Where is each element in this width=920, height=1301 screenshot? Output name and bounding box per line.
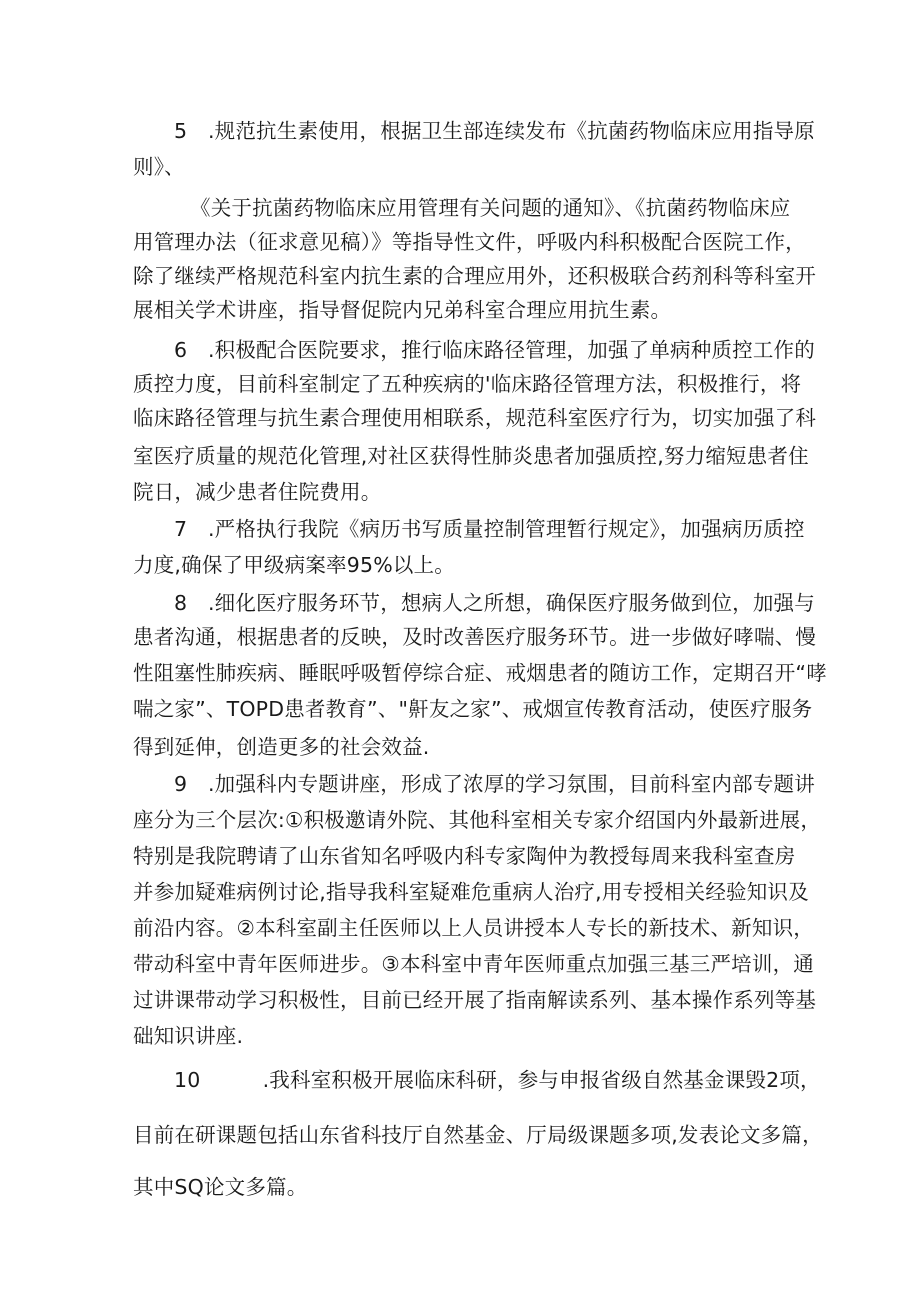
paragraph-5b-line-4: 展相关学术讲座，指导督促院内兄弟科室合理应用抗生素。 — [133, 298, 672, 322]
paragraph-6-line-2: 质控力度，目前科室制定了五种疾病的'临床路径管理方法，积极推行，将 — [133, 372, 802, 396]
paragraph-8-line-3: 性阻塞性肺疾病、睡眠呼吸暂停综合症、戒烟患者的随访工作，定期召开“哮 — [133, 661, 827, 685]
paragraph-8-line-4: 喘之家”、TOPD患者教育”、"鼾友之家”、戒烟宣传教育活动，使医疗服务 — [133, 697, 813, 721]
paragraph-6-line-4: 室医疗质量的规范化管理,对社区获得性肺炎患者加强质控,努力缩短患者住 — [133, 444, 809, 468]
paragraph-9-line-8: 础知识讲座. — [133, 1024, 244, 1048]
paragraph-6-line-3: 临床路径管理与抗生素合理使用相联系，规范科室医疗行为，切实加强了科 — [133, 406, 817, 430]
paragraph-10-line-1: 10 .我科室积极开展临床科研，参与申报省级自然基金课毁2项， — [174, 1068, 821, 1092]
paragraph-9-line-1: 9 .加强科内专题讲座，形成了浓厚的学习氛围，目前科室内部专题讲 — [174, 772, 815, 796]
paragraph-8-line-2: 患者沟通，根据患者的反映，及时改善医疗服务环节。进一步做好哮喘、慢 — [133, 625, 817, 649]
paragraph-5b-line-3: 除了继续严格规范科室内抗生素的合理应用外，还积极联合药剂科等科室开 — [133, 264, 817, 288]
paragraph-10-line-3: 其中SQ论文多篇。 — [133, 1175, 308, 1199]
paragraph-7-line-2: 力度,确保了甲级病案率95%以上。 — [133, 553, 455, 577]
paragraph-8-line-1: 8 .细化医疗服务环节，想病人之所想，确保医疗服务做到位，加强与 — [174, 591, 815, 615]
paragraph-9-line-2: 座分为三个层次:①积极邀请外院、其他科室相关专家介绍国内外最新进展， — [133, 808, 822, 832]
paragraph-7-line-1: 7 .严格执行我院《病历书写质量控制管理暂行规定》，加强病历质控 — [174, 517, 805, 541]
paragraph-10-line-2: 目前在研课题包括山东省科技厅自然基金、厅局级课题多项,发表论文多篇， — [133, 1123, 823, 1147]
paragraph-6-line-5: 院日，减少患者住院费用。 — [133, 480, 382, 504]
paragraph-9-line-3: 特别是我院聘请了山东省知名呼吸内科专家陶仲为教授每周来我科室查房 — [133, 844, 796, 868]
paragraph-5-line-2: 则》、 — [133, 155, 185, 179]
paragraph-8-line-5: 得到延伸，创造更多的社会效益. — [133, 735, 430, 759]
paragraph-5b-line-2: 用管理办法（征求意见稿）》等指导性文件，呼吸内科积极配合医院工作， — [133, 230, 806, 254]
paragraph-6-line-1: 6 .积极配合医院要求，推行临床路径管理，加强了单病种质控工作的 — [174, 338, 815, 362]
paragraph-9-line-6: 带动科室中青年医师进步。③本科室中青年医师重点加强三基三严培训，通 — [133, 952, 814, 976]
paragraph-5b-line-1: 《关于抗菌药物临床应用管理有关问题的通知》、《抗菌药物临床应 — [190, 196, 791, 220]
paragraph-9-line-7: 过讲课带动学习积极性，目前已经开展了指南解读系列、基本操作系列等基 — [133, 988, 817, 1012]
paragraph-5-line-1: 5 .规范抗生素使用，根据卫生部连续发布《抗菌药物临床应用指导原 — [174, 119, 815, 143]
paragraph-9-line-5: 前沿内容。②本科室副主任医师以上人员讲授本人专长的新技术、新知识， — [133, 916, 814, 940]
paragraph-9-line-4: 并参加疑难病例讨论,指导我科室疑难危重病人治疗,用专授相关经验知识及 — [133, 880, 809, 904]
